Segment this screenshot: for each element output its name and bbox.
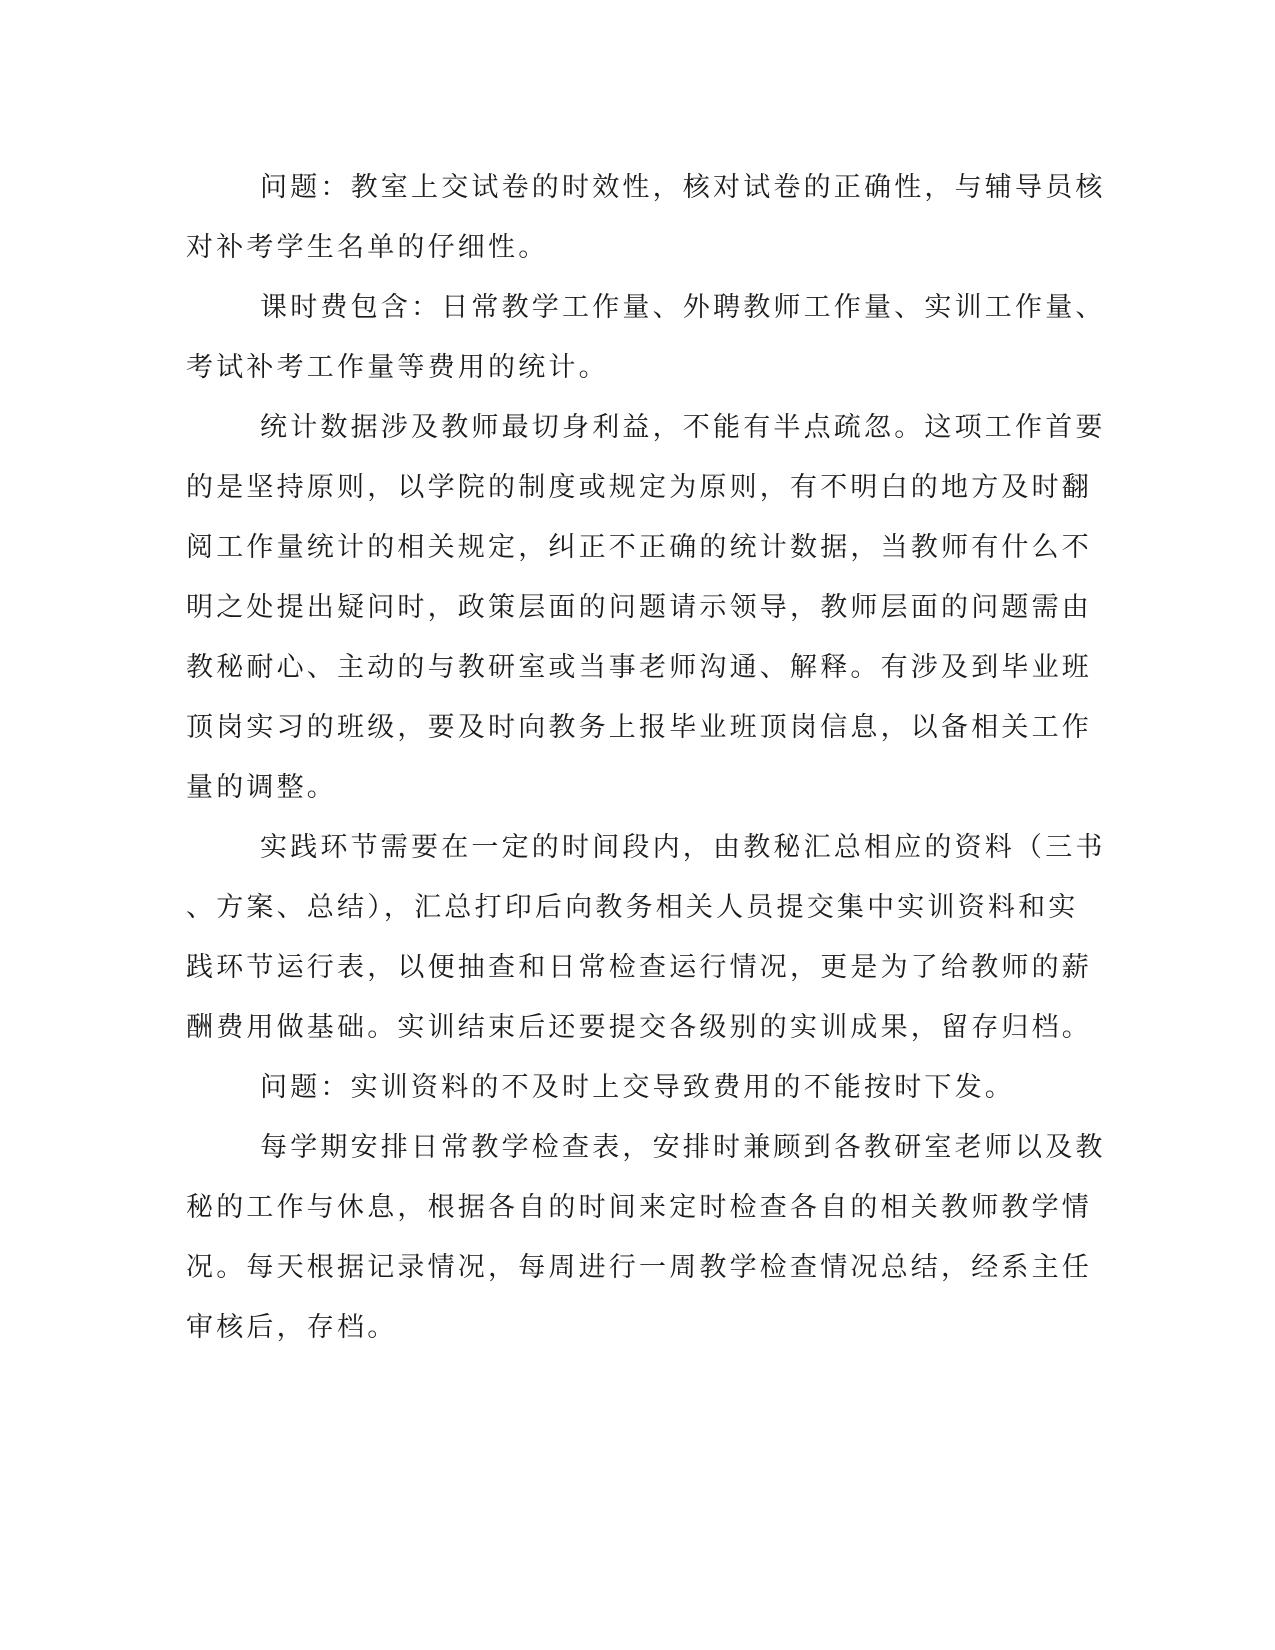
text-line: 课时费包含：日常教学工作量、外聘教师工作量、实训工作量、	[260, 292, 1106, 323]
paragraph-training-issues	[186, 1058, 1066, 1118]
text-line: 的是坚持原则，以学院的制度或规定为原则，有不明白的地方及时翻	[186, 472, 1092, 503]
paragraph-teaching-checks	[186, 1118, 1106, 1358]
text-line: 、方案、总结），汇总打印后向教务相关人员提交集中实训资料和实	[186, 892, 1079, 923]
text-line: 问题：教室上交试卷的时效性，核对试卷的正确性，与辅导员核	[260, 172, 1106, 203]
text-line: 实践环节需要在一定的时间段内，由教秘汇总相应的资料（三书	[260, 832, 1106, 863]
text-line: 量的调整。	[186, 772, 337, 803]
text-line: 况。每天根据记录情况，每周进行一周教学检查情况总结，经系主任	[186, 1252, 1092, 1283]
text-line: 审核后，存档。	[186, 1312, 398, 1343]
text-line: 阅工作量统计的相关规定，纠正不正确的统计数据，当教师有什么不	[186, 532, 1092, 563]
paragraph-practice	[186, 818, 1106, 1058]
paragraph-statistics	[186, 398, 1106, 818]
document-page	[186, 158, 1106, 1358]
text-line: 明之处提出疑问时，政策层面的问题请示领导，教师层面的问题需由	[186, 592, 1092, 623]
text-line: 考试补考工作量等费用的统计。	[186, 352, 609, 383]
paragraph-exam-issues	[186, 158, 1106, 278]
text-line: 统计数据涉及教师最切身利益，不能有半点疏忽。这项工作首要	[260, 412, 1106, 443]
text-line: 酬费用做基础。实训结束后还要提交各级别的实训成果，留存归档。	[186, 1012, 1092, 1043]
text-line: 践环节运行表，以便抽查和日常检查运行情况，更是为了给教师的薪	[186, 952, 1092, 983]
text-line: 教秘耐心、主动的与教研室或当事老师沟通、解释。有涉及到毕业班	[186, 652, 1092, 683]
text-line: 秘的工作与休息，根据各自的时间来定时检查各自的相关教师教学情	[186, 1192, 1092, 1223]
text-line: 每学期安排日常教学检查表，安排时兼顾到各教研室老师以及教	[260, 1132, 1106, 1163]
text-line: 问题：实训资料的不及时上交导致费用的不能按时下发。	[260, 1072, 1015, 1103]
paragraph-class-fees	[186, 278, 1106, 398]
text-line: 顶岗实习的班级，要及时向教务上报毕业班顶岗信息，以备相关工作	[186, 712, 1092, 743]
text-line: 对补考学生名单的仔细性。	[186, 232, 549, 263]
